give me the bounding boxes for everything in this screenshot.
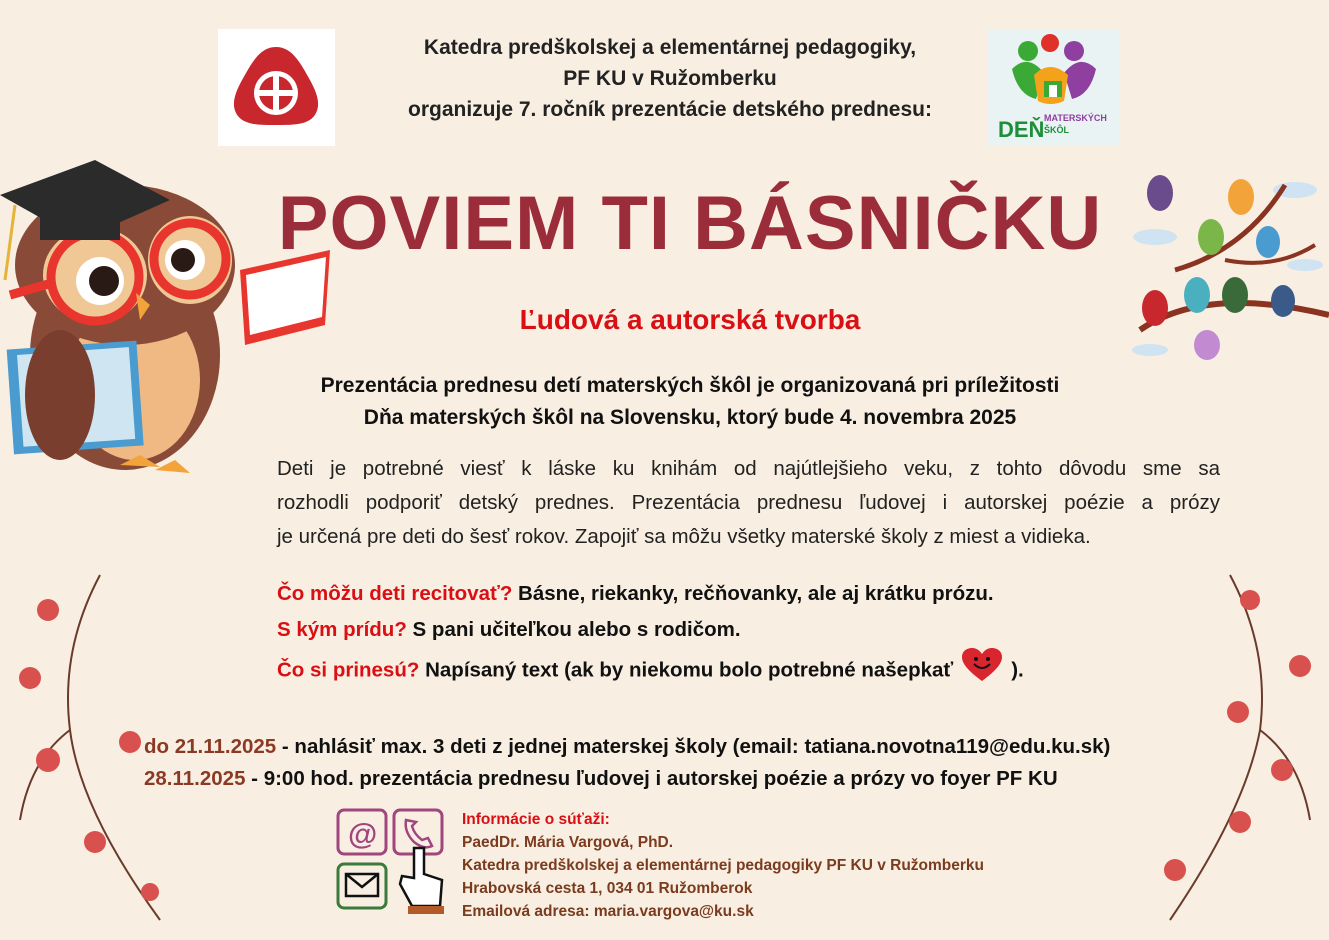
deadline-date: do 21.11.2025 bbox=[144, 735, 277, 758]
faq-item bbox=[277, 576, 1177, 612]
logo-text-1: MATERSKÝCH bbox=[1044, 113, 1107, 123]
faq-question: Čo si prinesú? bbox=[277, 658, 420, 682]
deadline-text: - 9:00 hod. prezentácia prednesu ľudovej i autorskej poézie a prózy vo foyer PF KU bbox=[245, 767, 1058, 790]
info-name: PaedDr. Mária Vargová, PhD. bbox=[462, 834, 674, 851]
faq-question: S kým prídu? bbox=[277, 618, 407, 641]
deadlines bbox=[144, 731, 1204, 795]
deadline-row bbox=[144, 763, 1204, 795]
intro-line-1: Prezentácia prednesu detí materských škôl je organizovaná pri príležitosti bbox=[320, 374, 1060, 397]
contact-info bbox=[462, 808, 1082, 923]
header-line-2: PF KU v Ružomberku bbox=[563, 67, 777, 90]
deadline-row bbox=[144, 731, 1204, 763]
deadline-text: - nahlásiť max. 3 deti z jednej materskej školy (email: tatiana.novotna119@edu.ku.sk) bbox=[276, 735, 1111, 758]
kindergarten-day-logo bbox=[988, 29, 1119, 146]
faq-answer: Napísaný text (ak by niekomu bolo potrebné našepkať bbox=[419, 658, 954, 682]
heart-smiley-icon bbox=[961, 648, 1003, 694]
event-title: POVIEM TI BÁSNIČKU bbox=[277, 181, 1103, 266]
info-email[interactable]: Emailová adresa: maria.vargova@ku.sk bbox=[462, 903, 754, 920]
header-line-3: organizuje 7. ročník prezentácie detského prednesu: bbox=[408, 98, 932, 121]
faq-answer-tail: ). bbox=[1011, 658, 1024, 682]
faq-question: Čo môžu deti recitovať? bbox=[277, 582, 513, 605]
paragraph-line-3: je určená pre deti do šesť rokov. Zapojiť sa môžu všetky materské školy z miest a vidieka. bbox=[277, 525, 1091, 548]
header-line-1: Katedra predškolskej a elementárnej pedagogiky, bbox=[423, 36, 917, 59]
intro-text bbox=[250, 370, 1130, 434]
logo-brand-text: DEŇ bbox=[998, 117, 1045, 142]
paragraph-line-2: rozhodli podporiť detský prednes. Prezentácia prednesu ľudovej i autorskej poézie a prózy bbox=[277, 491, 1220, 514]
contact-icons bbox=[336, 808, 448, 916]
deadline-date: 28.11.2025 bbox=[144, 767, 246, 790]
svg-text:@: @ bbox=[348, 818, 378, 851]
event-subtitle: Ľudová a autorská tvorba bbox=[519, 304, 861, 335]
info-address: Hrabovská cesta 1, 034 01 Ružomberok bbox=[462, 880, 753, 897]
faq-list bbox=[277, 576, 1177, 694]
faq-item bbox=[277, 612, 1177, 648]
faq-item bbox=[277, 648, 1177, 694]
faq-answer: S pani učiteľkou alebo s rodičom. bbox=[406, 618, 741, 641]
faq-answer: Básne, riekanky, rečňovanky, ale aj krátku prózu. bbox=[512, 582, 994, 605]
info-department: Katedra predškolskej a elementárnej pedagogiky PF KU v Ružomberku bbox=[462, 857, 984, 874]
info-title: Informácie o súťaži: bbox=[462, 811, 610, 828]
intro-line-2: Dňa materských škôl na Slovensku, ktorý bude 4. novembra 2025 bbox=[363, 406, 1017, 429]
description-paragraph bbox=[277, 452, 1220, 554]
logo-text-2: ŠKÔL bbox=[1044, 125, 1070, 135]
organizer-header bbox=[300, 32, 1040, 125]
paragraph-line-1: Deti je potrebné viesť k láske ku knihám od najútlejšieho veku, z tohto dôvodu sme sa bbox=[277, 457, 1220, 480]
pointing-hand-icon bbox=[400, 848, 442, 906]
